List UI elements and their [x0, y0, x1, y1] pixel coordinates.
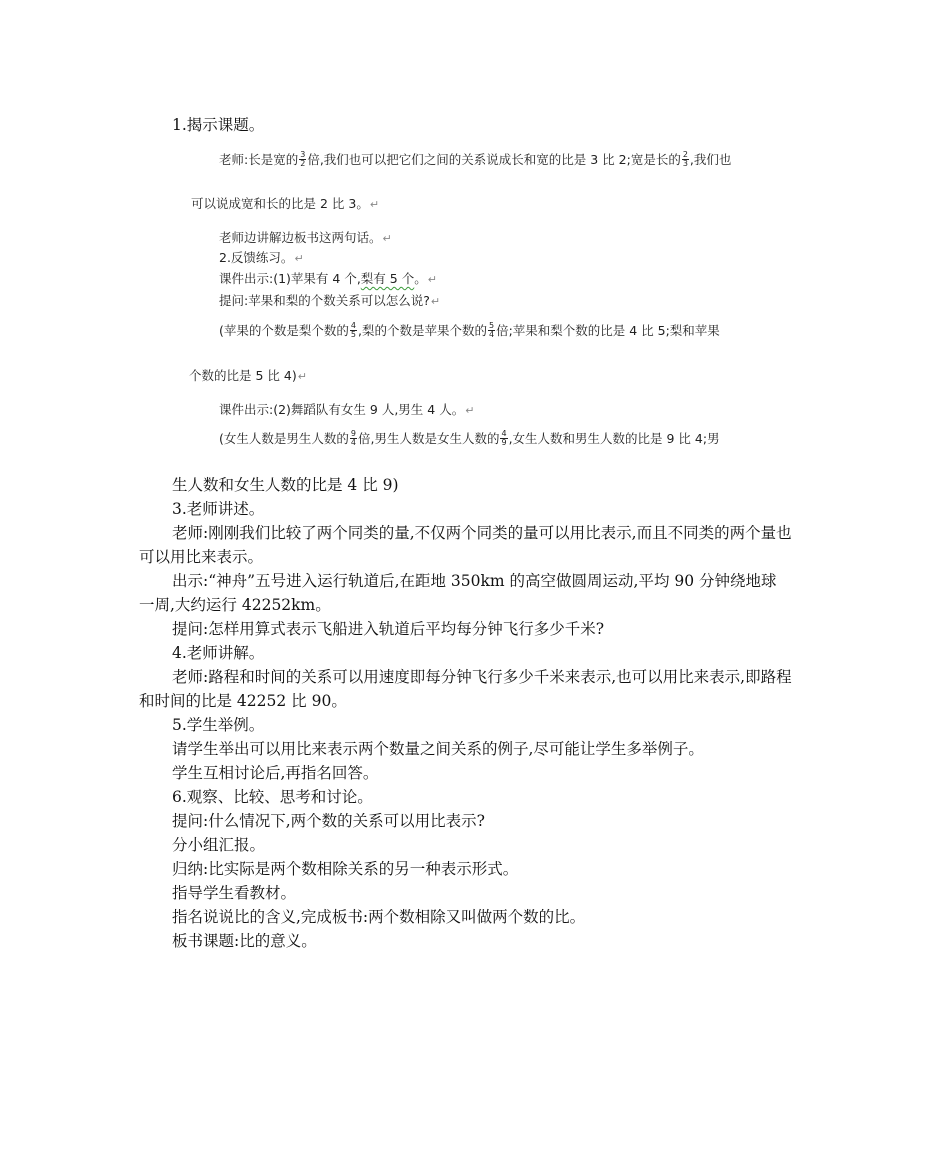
body-line: 指名说说比的含义,完成板书:两个数相除又叫做两个数的比。	[172, 908, 586, 926]
body-line: 学生互相讨论后,再指名回答。	[172, 764, 379, 782]
body-line: 老师:刚刚我们比较了两个同类的量,不仅两个同类的量可以用比表示,而且不同类的两个量也	[172, 524, 792, 542]
heading-reveal-topic: 1.揭示课题。	[172, 116, 265, 134]
heading-student-examples: 5.学生举例。	[172, 716, 265, 734]
body-line: 提问:怎样用算式表示飞船进入轨道后平均每分钟飞行多少千米?	[172, 620, 605, 638]
body-line: 可以用比来表示。	[139, 548, 264, 566]
question-apples-pears: 提问:苹果和梨的个数关系可以怎么说?↵	[219, 293, 441, 308]
slide-dance-team: 课件出示:(2)舞蹈队有女生 9 人,男生 4 人。↵	[219, 402, 475, 417]
body-line: 提问:什么情况下,两个数的关系可以用比表示?	[172, 812, 485, 830]
body-line: 和时间的比是 42252 比 90。	[139, 692, 347, 710]
body-line: 生人数和女生人数的比是 4 比 9)	[172, 476, 399, 494]
body-line: 指导学生看教材。	[172, 884, 297, 902]
body-line: 老师:路程和时间的关系可以用速度即每分钟飞行多少千米来表示,也可以用比来表示,即路程	[172, 668, 792, 686]
paragraph-mark: ↵	[369, 198, 380, 211]
body-line: 请学生举出可以用比来表示两个数量之间关系的例子,尽可能让学生多举例子。	[172, 740, 704, 758]
heading-teacher-narration: 3.老师讲述。	[172, 500, 265, 518]
spellcheck-underline: 梨有 5 个	[360, 271, 415, 286]
heading-observe-compare: 6.观察、比较、思考和讨论。	[172, 788, 373, 806]
answer-apples-pears: (苹果的个数是梨个数的 $\frac{4}{5}$ ,梨的个数是苹果个数的 $\frac{5}{4}$ 倍;苹果和梨个数的比是 4 比 5;梨和苹果	[219, 321, 720, 339]
body-line: 分小组汇报。	[172, 836, 266, 854]
heading-teacher-explain: 4.老师讲解。	[172, 644, 265, 662]
body-line: 板书课题:比的意义。	[172, 932, 317, 950]
teacher-line-width-length: 可以说成宽和长的比是 2 比 3。↵	[191, 196, 380, 211]
body-line: 一周,大约运行 42252km。	[139, 596, 331, 614]
answer-apples-pears-cont: 个数的比是 5 比 4)↵	[189, 368, 307, 383]
board-writing-note: 老师边讲解边板书这两句话。↵	[219, 230, 392, 245]
heading-feedback-practice: 2.反馈练习。↵	[219, 250, 304, 265]
fraction-5-4: $\frac{5}{4}$	[488, 321, 495, 339]
teacher-line-length-width: 老师:长是宽的 $\frac{3}{2}$ 倍,我们也可以把它们之间的关系说成长和宽的比是 3 比 2;宽是长的 $\frac{2}{3}$ ,我们也	[219, 150, 732, 168]
fraction-3-2: $\frac{3}{2}$	[300, 150, 306, 168]
slide-apples-pears: 课件出示:(1)苹果有 4 个,梨有 5 个。↵	[219, 271, 437, 286]
body-line: 归纳:比实际是两个数相除关系的另一种表示形式。	[172, 860, 519, 878]
fraction-9-4: $\frac{9}{4}$	[350, 429, 356, 447]
fraction-4-9: $\frac{4}{9}$	[501, 429, 507, 447]
answer-dance-team: (女生人数是男生人数的 $\frac{9}{4}$ 倍,男生人数是女生人数的 $\frac{4}{9}$ ,女生人数和男生人数的比是 9 比 4;男	[219, 429, 720, 447]
fraction-2-3: $\frac{2}{3}$	[682, 150, 688, 168]
fraction-4-5: $\frac{4}{5}$	[350, 321, 356, 339]
body-line: 出示:“神舟”五号进入运行轨道后,在距地 350km 的高空做圆周运动,平均 90 分钟绕地球	[172, 572, 777, 590]
